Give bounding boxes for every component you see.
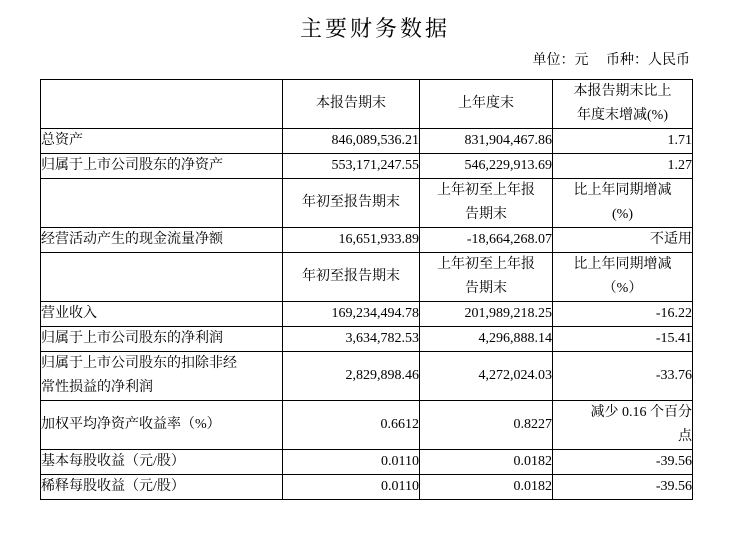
value-change [553, 401, 693, 450]
value-line-2: 点 [678, 429, 692, 444]
header-row-ytd-cashflow [41, 179, 693, 228]
header-line-2: 告期末 [465, 207, 507, 222]
value-prior: 4,296,888.14 [420, 327, 553, 352]
page-title: 主要财务数据 [299, 16, 450, 41]
value-current: 16,651,933.89 [283, 228, 420, 253]
row-net-assets-attributable [41, 154, 693, 179]
label-cell: 归属于上市公司股东的净资产 [41, 154, 283, 179]
value-prior: 201,989,218.25 [420, 302, 553, 327]
row-weighted-average-roe [41, 401, 693, 450]
label-cell: 归属于上市公司股东的净利润 [41, 327, 283, 352]
header-cell-yoy-change [553, 253, 693, 302]
row-revenue [41, 302, 693, 327]
label-line-2: 常性损益的净利润 [41, 380, 153, 395]
value-prior: 0.0182 [420, 475, 553, 500]
label-cell: 总资产 [41, 129, 283, 154]
value-prior: 546,229,913.69 [420, 154, 553, 179]
row-net-profit-attributable [41, 327, 693, 352]
label-line-1: 归属于上市公司股东的扣除非经 [41, 356, 237, 371]
header-cell-empty [41, 80, 283, 129]
value-prior: -18,664,268.07 [420, 228, 553, 253]
value-change: 不适用 [553, 228, 693, 253]
row-basic-eps [41, 450, 693, 475]
value-current: 3,634,782.53 [283, 327, 420, 352]
label-cell: 加权平均净资产收益率（%） [41, 401, 283, 450]
value-current: 169,234,494.78 [283, 302, 420, 327]
header-line-2: 告期末 [465, 281, 507, 296]
header-line-1: 上年初至上年报 [437, 183, 535, 198]
value-current: 0.0110 [283, 450, 420, 475]
value-change: -33.76 [553, 352, 693, 401]
header-cell-empty [41, 179, 283, 228]
row-net-profit-deducting-nonrecurring [41, 352, 693, 401]
value-prior: 4,272,024.03 [420, 352, 553, 401]
value-current: 0.0110 [283, 475, 420, 500]
header-cell-empty [41, 253, 283, 302]
label-cell: 稀释每股收益（元/股） [41, 475, 283, 500]
label-cell: 基本每股收益（元/股） [41, 450, 283, 475]
label-cell: 经营活动产生的现金流量净额 [41, 228, 283, 253]
value-prior: 831,904,467.86 [420, 129, 553, 154]
value-change: -16.22 [553, 302, 693, 327]
value-current: 0.6612 [283, 401, 420, 450]
row-diluted-eps [41, 475, 693, 500]
header-cell-ytd-prior [420, 179, 553, 228]
header-line-1: 本报告期末比上 [573, 84, 672, 99]
financial-data-table [40, 79, 693, 500]
value-current: 2,829,898.46 [283, 352, 420, 401]
value-change: 1.71 [553, 129, 693, 154]
header-cell-current-period-end: 本报告期末 [283, 80, 420, 129]
header-cell-ytd-current: 年初至报告期末 [283, 253, 420, 302]
value-change: -15.41 [553, 327, 693, 352]
unit-currency-note: 单位：元 币种：人民币 [532, 53, 690, 68]
header-line-1: 上年初至上年报 [437, 257, 535, 272]
value-prior: 0.0182 [420, 450, 553, 475]
value-change: 1.27 [553, 154, 693, 179]
value-prior: 0.8227 [420, 401, 553, 450]
value-line-1: 减少 0.16 个百分 [590, 405, 692, 420]
header-line-1: 比上年同期增减 [573, 183, 672, 198]
row-operating-cashflow [41, 228, 693, 253]
header-cell-ytd-current: 年初至报告期末 [283, 179, 420, 228]
header-line-1: 比上年同期增减 [573, 257, 672, 272]
header-row-period-end [41, 80, 693, 129]
label-cell [41, 352, 283, 401]
value-change: -39.56 [553, 450, 693, 475]
row-total-assets [41, 129, 693, 154]
value-current: 846,089,536.21 [283, 129, 420, 154]
header-cell-ytd-prior [420, 253, 553, 302]
header-cell-change-vs-prior-year-end [553, 80, 693, 129]
value-change: -39.56 [553, 475, 693, 500]
header-cell-prior-year-end: 上年度末 [420, 80, 553, 129]
label-cell: 营业收入 [41, 302, 283, 327]
header-line-2: 年度末增减(%) [577, 108, 668, 123]
header-row-ytd-income [41, 253, 693, 302]
value-current: 553,171,247.55 [283, 154, 420, 179]
header-cell-yoy-change [553, 179, 693, 228]
header-line-2: (%) [612, 207, 633, 222]
header-line-2: （%） [602, 281, 643, 296]
